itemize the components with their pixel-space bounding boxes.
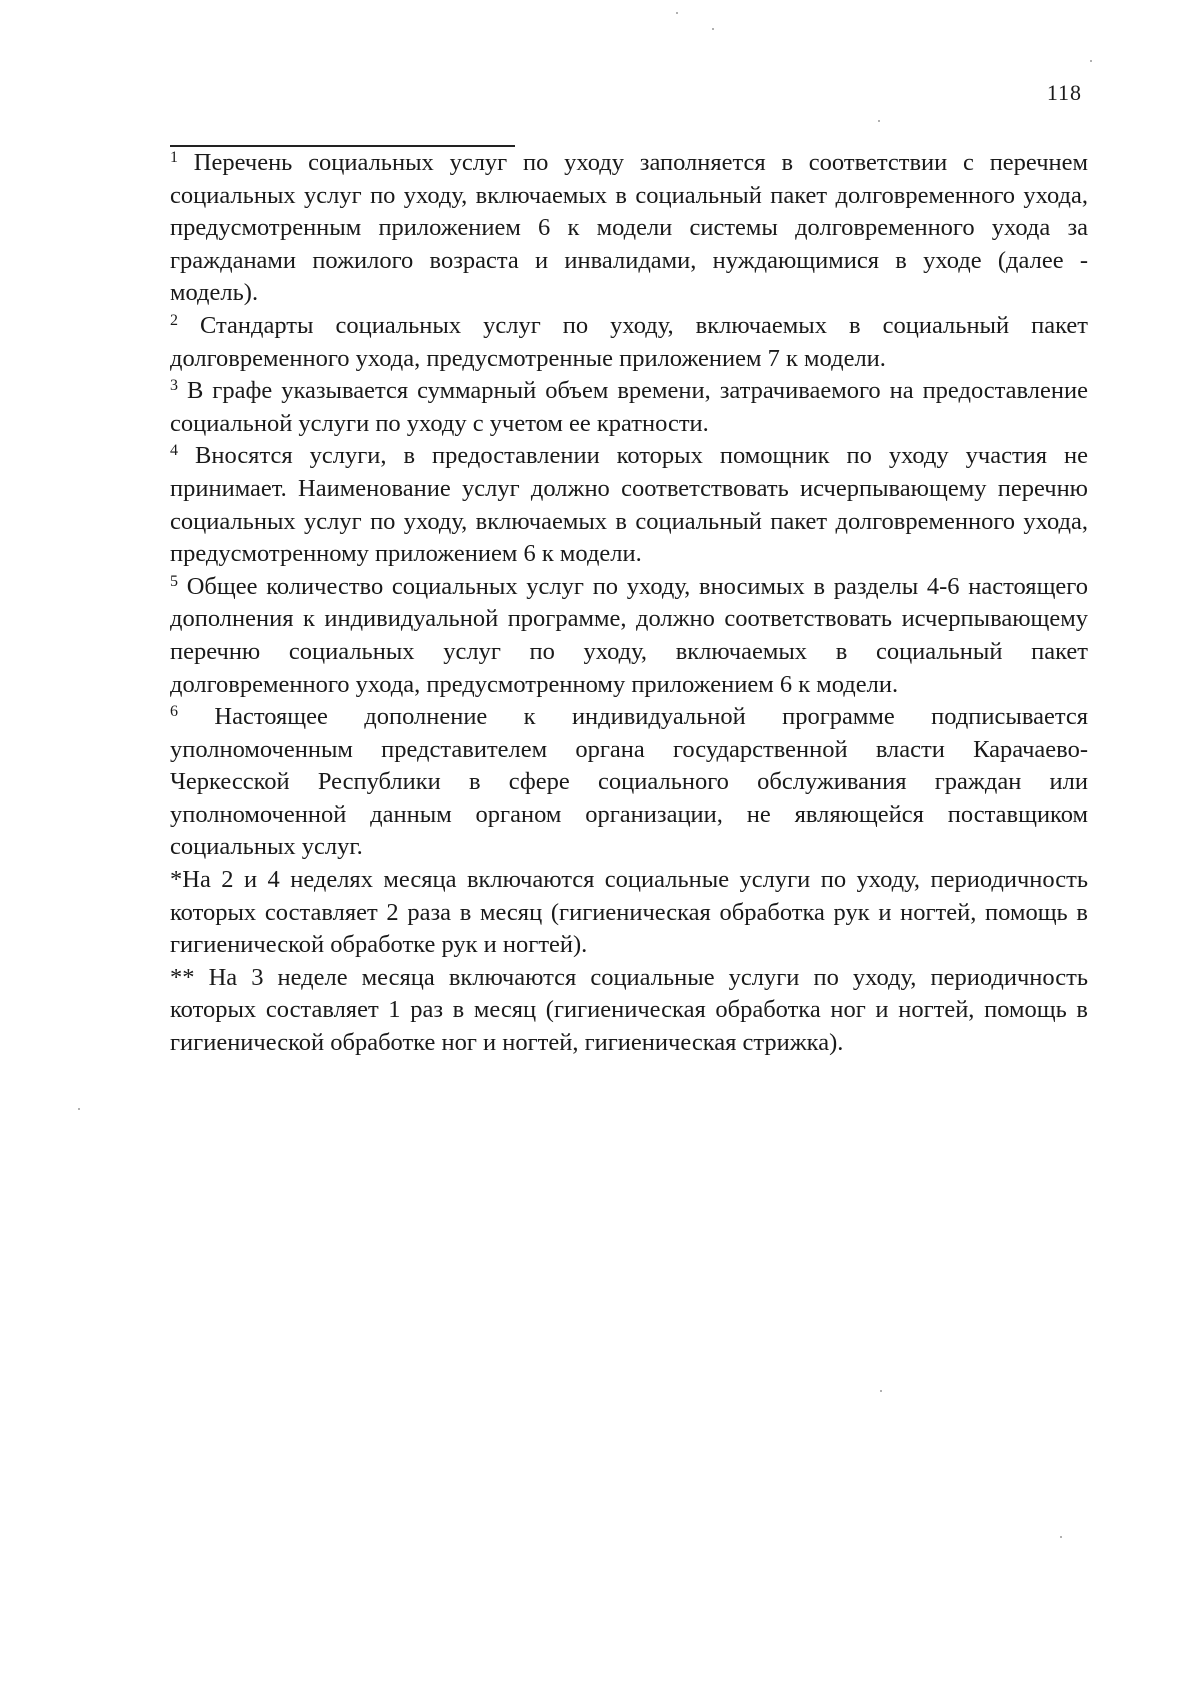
footnote-marker: 6 — [170, 703, 178, 721]
footnote-marker: 1 — [170, 149, 178, 166]
footnote-text: Вносятся услуги, в предоставлении которых помощник по уходу участия не принимает. Наименование услуг должно соответствовать исчерпывающему перечню социальных услуг по уходу, включаемых в социальный пакет долговременного ухода, предусмотренному приложением 6 к модели. — [170, 442, 1089, 568]
page-number: 118 — [1046, 80, 1082, 105]
footnote-text: Стандарты социальных услуг по уходу, включаемых в социальный пакет долговременного ухода, предусмотренные приложением 7 к модели. — [170, 311, 1088, 372]
scan-speck — [1060, 1536, 1062, 1538]
scan-speck — [1090, 60, 1092, 62]
footnote-marker: 4 — [170, 442, 178, 460]
footnote-text: В графе указывается суммарный объем времени, затрачиваемого на предоставление социальной услуги по уходу с учетом ее кратности. — [170, 377, 1089, 437]
note-asterisk — [170, 864, 1088, 962]
footnote-text: Настоящее дополнение к индивидуальной программе подписывается уполномоченным представителем органа государственной власти Карачаево-Черкесской Республики в сфере социального обслуживания граждан или уполномоченной данным органом организации, не являющейся поставщиком социальных услуг. — [170, 703, 1089, 861]
scan-speck — [712, 28, 714, 30]
footnote-marker: 3 — [170, 377, 178, 395]
scan-speck — [676, 12, 678, 14]
footnote-marker: 2 — [170, 311, 178, 329]
footnote — [170, 571, 1088, 701]
footnote-text: Перечень социальных услуг по уходу заполняется в соответствии с перечнем социальных услуг по уходу, включаемых в социальный пакет долговременного ухода, предусмотренным приложением 6 к модели системы долговременного ухода за гражданами пожилого возраста и инвалидами, нуждающимися в уходе (далее - модель). — [170, 149, 1088, 307]
note-double-asterisk — [170, 962, 1088, 1060]
footnote — [170, 701, 1088, 864]
scan-speck — [880, 1390, 882, 1392]
footnote — [170, 375, 1088, 440]
footnote — [170, 147, 1088, 310]
footnote — [170, 440, 1088, 570]
footnotes-block — [170, 147, 1088, 1060]
note-text: ** На 3 неделе месяца включаются социальные услуги по уходу, периодичность которых составляет 1 раз в месяц (гигиеническая обработка ног и ногтей, помощь в гигиенической обработке ног и ногтей, гигиеническая стрижка). — [170, 963, 1088, 1057]
footnote-text: Общее количество социальных услуг по уходу, вносимых в разделы 4-6 настоящего дополнения к индивидуальной программе, должно соответствовать исчерпывающему перечню социальных услуг по уходу, включаемых в социальный пакет долговременного ухода, предусмотренному приложением 6 к модели. — [170, 572, 1089, 698]
note-text: *На 2 и 4 неделях месяца включаются социальные услуги по уходу, периодичность которых составляет 2 раза в месяц (гигиеническая обработка рук и ногтей, помощь в гигиенической обработке рук и ногтей). — [170, 866, 1088, 959]
scan-speck — [78, 1108, 80, 1110]
footnote-marker: 5 — [170, 572, 178, 590]
footnote — [170, 310, 1088, 375]
scan-speck — [878, 120, 880, 122]
